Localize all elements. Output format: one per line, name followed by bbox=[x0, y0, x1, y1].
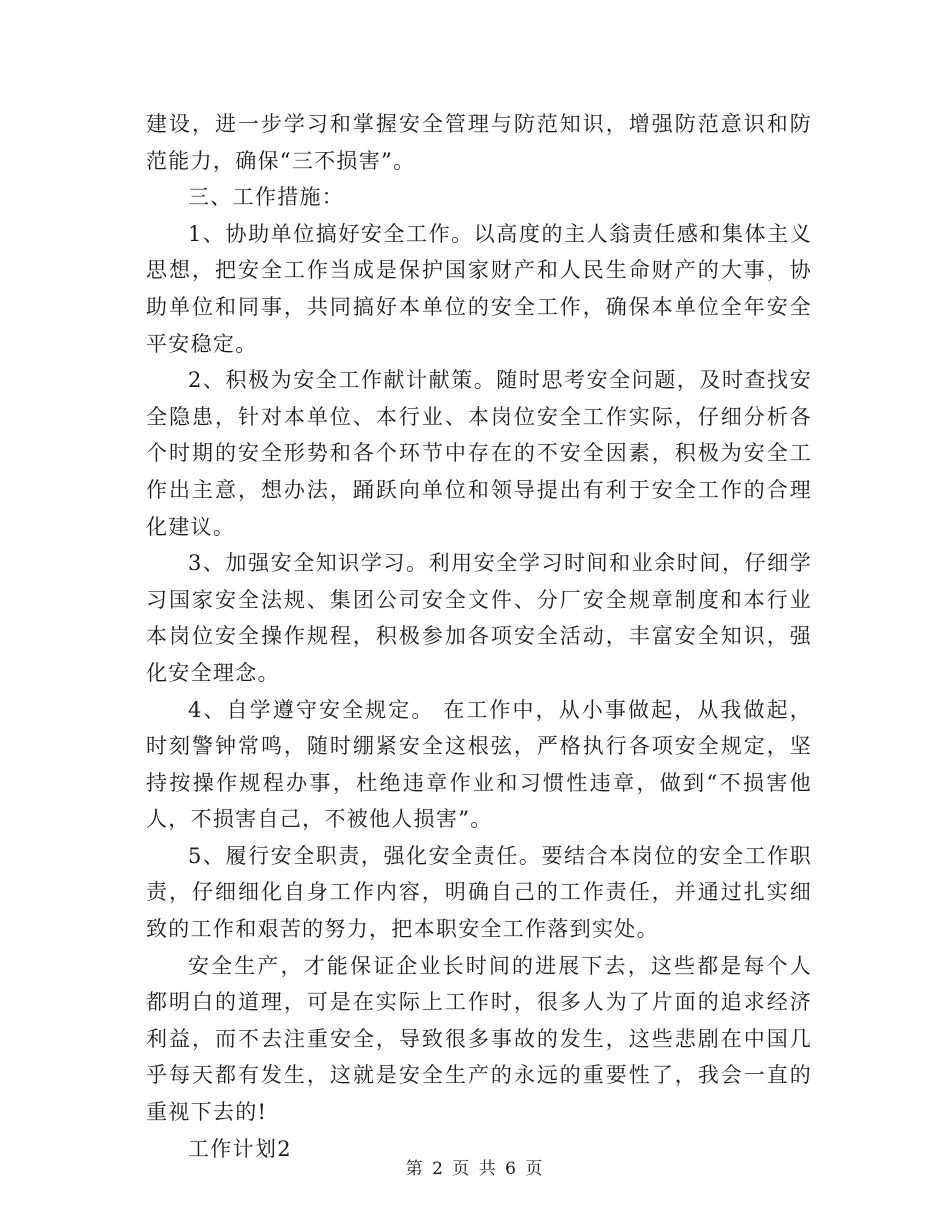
paragraph-item-4: 4、自学遵守安全规定。 在工作中，从小事做起，从我做起，时刻警钟常鸣，随时绷紧安全这根弦，严格执行各项安全规定，坚持按操作规程办事，杜绝违章作业和习惯性违章，做到“不损害他人，不损害自己，不被他人损害”。 bbox=[146, 697, 812, 832]
paragraph-conclusion: 安全生产，才能保证企业长时间的进展下去，这些都是每个人都明白的道理，可是在实际上工作时，很多人为了片面的追求经济利益，而不去注重安全，导致很多事故的发生，这些悲剧在中国几乎每天都有发生，这就是安全生产的永远的重要性了，我会一直的重视下去的! bbox=[146, 953, 812, 1125]
document-body bbox=[146, 106, 812, 1167]
paragraph-item-5: 5、履行安全职责，强化安全责任。要结合本岗位的安全工作职责，仔细细化自身工作内容，明确自己的工作责任，并通过扎实细致的工作和艰苦的努力，把本职安全工作落到实处。 bbox=[146, 843, 812, 942]
paragraph-item-1: 1、协助单位搞好安全工作。以高度的主人翁责任感和集体主义思想，把安全工作当成是保护国家财产和人民生命财产的大事，协助单位和同事，共同搞好本单位的安全工作，确保本单位全年安全平安稳定。 bbox=[146, 221, 812, 356]
page-number-label: 第 2 页 共 6 页 bbox=[405, 1159, 545, 1179]
paragraph-item-2: 2、积极为安全工作献计献策。随时思考安全问题，及时查找安全隐患，针对本单位、本行业、本岗位安全工作实际，仔细分析各个时期的安全形势和各个环节中存在的不安全因素，积极为安全工作出主意，想办法，踊跃向单位和领导提出有利于安全工作的合理化建议。 bbox=[146, 368, 812, 539]
section-heading-measures: 三、工作措施： bbox=[188, 185, 345, 210]
paragraph-item-3: 3、加强安全知识学习。利用安全学习时间和业余时间，仔细学习国家安全法规、集团公司安全文件、分厂安全规章制度和本行业本岗位安全操作规程，积极参加各项安全活动，丰富安全知识，强化安全理念。 bbox=[146, 551, 812, 685]
page-footer bbox=[0, 1154, 950, 1179]
next-section-title: 工作计划2 bbox=[188, 1136, 292, 1161]
paragraph-continuation: 建设，进一步学习和掌握安全管理与防范知识，增强防范意识和防范能力，确保“三不损害”。 bbox=[146, 112, 812, 173]
